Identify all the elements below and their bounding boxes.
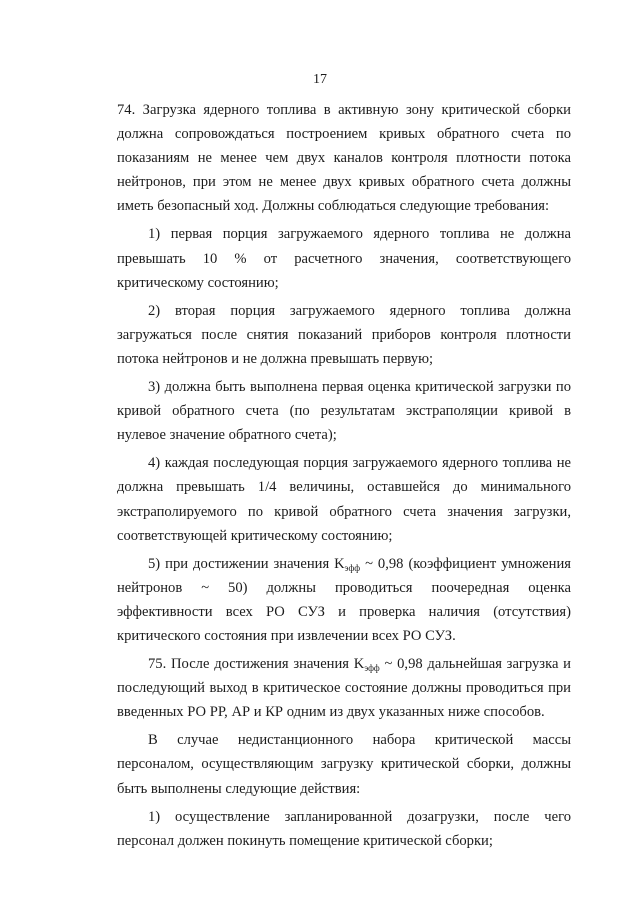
page-number: 17 [313,72,327,87]
paragraph-75 [117,652,571,724]
keff-subscript: эфф [364,663,380,674]
action-1: 1) осуществление запланированной дозагрузки, после чего персонал должен покинуть помещение критической сборки; [117,808,571,849]
requirement-1: 1) первая порция загружаемого ядерного топлива не должна превышать 10 % от расчетного значения, соответствующего критическому состоянию; [117,226,571,291]
paragraph-75-start: 75. После достижения значения K [148,656,365,673]
requirement-5-start: 5) при достижении значения K [148,555,345,572]
document-body [117,98,571,857]
requirement-5-end: ~ 0,98 (коэффициент умножения нейтронов ~ 50) должны проводиться поочередная оценка эффективности всех РО СУЗ и проверка наличия (отсутствия) критического состояния при извлечении всех РО СУЗ. [117,555,571,644]
paragraph-74: 74. Загрузка ядерного топлива в активную зону критической сборки должна сопровождаться построением кривых обратного счета по показаниям не менее чем двух каналов контроля плотности потока нейтронов, при этом не менее двух кривых обратного счета должны иметь безопасный ход. Должны соблюдаться следующие требования: [117,102,571,215]
keff-subscript: эфф [344,562,361,573]
paragraph-75-end: ~ 0,98 дальнейшая загрузка и последующий выход в критическое состояние должны проводиться при введенных РО РР, АР и КР одним из двух указанных ниже способов. [117,656,571,721]
requirement-5 [117,552,571,648]
paragraph-case: В случае недистанционного набора критической массы персоналом, осуществляющим загрузку критической сборки, должны быть выполнены следующие действия: [117,732,571,797]
requirement-4: 4) каждая последующая порция загружаемого ядерного топлива не должна превышать 1/4 величины, оставшейся до минимального экстраполируемого по кривой обратного счета значения загрузки, соответствующей критическому состоянию; [117,455,571,544]
requirement-2: 2) вторая порция загружаемого ядерного топлива должна загружаться после снятия показаний приборов контроля плотности потока нейтронов и не должна превышать первую; [117,302,571,367]
requirement-3: 3) должна быть выполнена первая оценка критической загрузки по кривой обратного счета (по результатам экстраполяции кривой в нулевое значение обратного счета); [117,379,571,444]
